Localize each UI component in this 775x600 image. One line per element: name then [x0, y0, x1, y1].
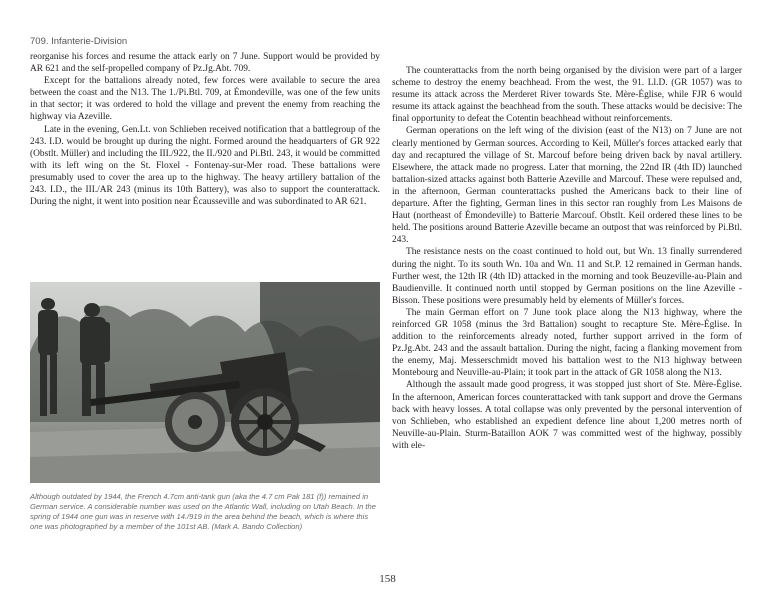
- paragraph: The counterattacks from the north being organised by the division were part of a larger scheme to destroy the enemy beachhead. From the west, the 91. Ll.D. (GR 1057) was to resume its attack across the Merderet River towards Ste. Mère-Église, while FJR 6 would resume its attack against the beachhead from the south. These attacks would be decisive: The final opportunity to defeat the Cotentin beachhead without reinforcements.: [392, 66, 742, 125]
- running-head: 709. Infanterie-Division: [30, 36, 128, 47]
- paragraph: German operations on the left wing of the division (east of the N13) on 7 June are not clearly mentioned by German sources. According to Keil, Müller's forces attacked early that day and recaptured the village of St. Marcouf before being driven back by naval artillery. Elsewhere, the attack made no progress. Later that morning, the 22nd IR (4th ID) launched battalion-sized attacks against both Batterie Azeville and Marcouf. These were repulsed and, in the afternoon, German counterattacks pushed the Americans back to their line of departure. After the fighting, German lines in this sector ran roughly from Les Maisons de Haut (northeast of Émondeville) to Batterie Marcouf. Obstlt. Keil ordered these lines to be held. The positions around Batterie Azeville became an outpost that was reinforced by Pi.Btl. 243.: [392, 126, 742, 246]
- photo-caption: Although outdated by 1944, the French 4.7cm anti-tank gun (aka the 4.7 cm Pak 181 (f)) remained in German service. A considerable number was used on the Atlantic Wall, including on Utah Beach. In the spring of 1944 one gun was in reserve with 14./919 in the area behind the beach, which is where this one was photographed by a member of the 101st AB. (Mark A. Bando Collection): [30, 492, 376, 531]
- paragraph: Late in the evening, Gen.Lt. von Schlieben received notification that a battlegroup of the 243. I.D. would be brought up during the night. Formed around the headquarters of GR 922 (Obstlt. Müller) and including the III./922, the II./920 and Pi.Btl. 243, it would be committed with its left wing on the St. Floxel - Fontenay-sur-Mer road. These battalions were presumably used to cover the area up to the highway. The heavy artillery battalion of the 243. I.D., the III./AR 243 (minus its 10th Battery), was also to support the counterattack. During the night, it went into position near Écausseville and was subordinated to AR 621.: [30, 124, 380, 208]
- left-text-column: [30, 51, 380, 208]
- paragraph: Although the assault made good progress, it was stopped just short of Ste. Mère-Église. In the afternoon, American forces counterattacked with tank support and drove the Germans back with heavy losses. A total collapse was only prevented by the personal intervention of von Schlieben, who established an expedient defence line about 1,200 metres north of Neuville-au-Plain. Sturm-Bataillon AOK 7 was committed west of the highway, possibly with ele-: [392, 380, 742, 451]
- right-text-column: [392, 65, 742, 452]
- paragraph: The main German effort on 7 June took place along the N13 highway, where the reinforced GR 1058 (minus the 3rd Battalion) sought to recapture Ste. Mère-Église. In addition to the reinforcements already noted, further support arrived in the form of Pz.Jg.Abt. 243 and the assault battalion. During the night, facing a flanking movement from the enemy, Maj. Messerschmidt moved his battalion west to the N13 highway between Montebourg and Neuville-au-Plain; it took part in the attack of GR 1058 along the N13.: [392, 307, 742, 379]
- paragraph: Except for the battalions already noted, few forces were available to secure the area between the coast and the N13. The 1./Pi.Btl. 709, at Émondeville, was one of the few units in that sector; it was ordered to hold the village and prevent the enemy from reaching the highway via Azeville.: [30, 76, 380, 123]
- photograph: [30, 282, 380, 483]
- paragraph: reorganise his forces and resume the attack early on 7 June. Support would be provided by AR 621 and the self-propelled company of Pz.Jg.Abt. 709.: [30, 52, 380, 75]
- page-number: 158: [379, 573, 396, 585]
- photo-antitank-gun: [30, 282, 380, 483]
- paragraph: The resistance nests on the coast continued to hold out, but Wn. 13 finally surrendered during the night. To its south Wn. 10a and Wn. 11 and St.P. 12 remained in German hands. Further west, the 12th IR (4th ID) attacked in the morning and took Beuzeville-au-Plain and Baudienville. It continued north until stopped by German positions on the line Azeville - Bisson. These positions were presumably held by elements of Müller's forces.: [392, 247, 742, 306]
